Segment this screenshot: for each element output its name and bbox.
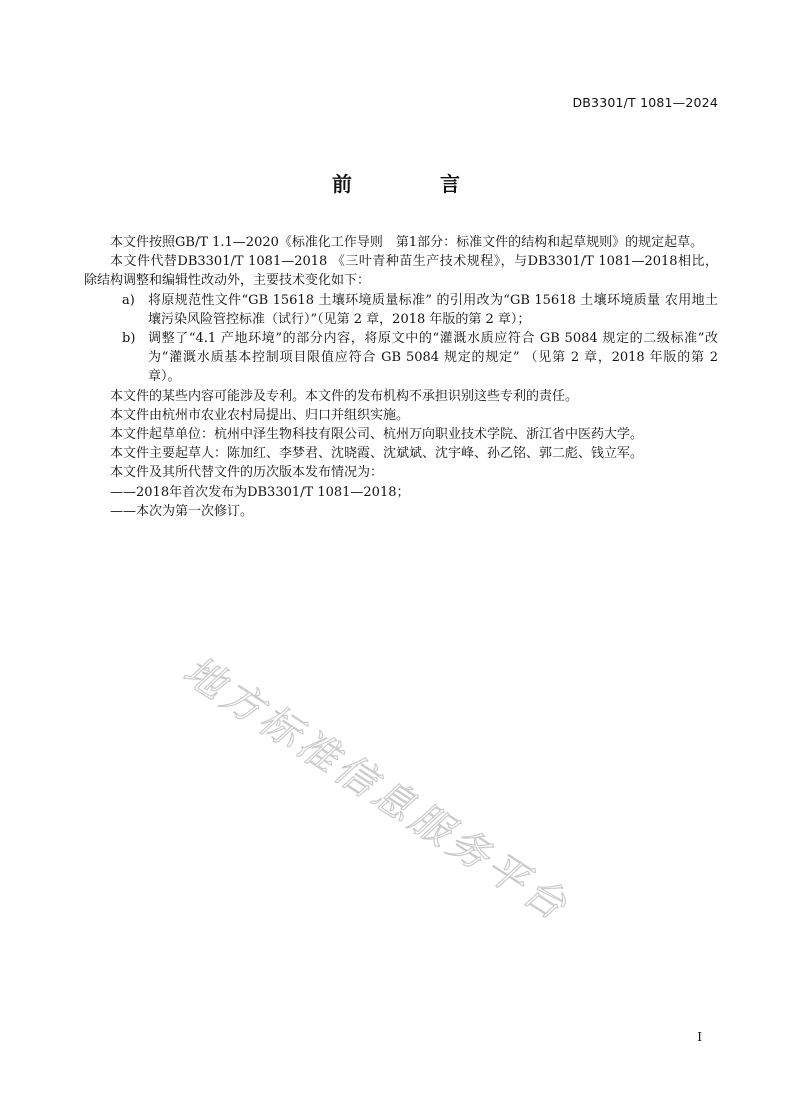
- paragraph-replacement: 本文件代替DB3301/T 1081—2018 《三叶青种苗生产技术规程》，与DB3301/T 1081—2018相比，除结构调整和编辑性改动外，主要技术变化如下：: [84, 254, 718, 289]
- foreword-body: [84, 233, 718, 521]
- change-text: 将原规范性文件“GB 15618 土壤环境质量标准” 的引用改为“GB 15618 土壤环境质量 农用地土壤污染风险管控标准（试行）”（见第 2 章，2018 年版的第 2 章）；: [148, 292, 718, 327]
- page-number: I: [697, 1030, 702, 1044]
- change-item: [84, 291, 718, 329]
- watermark: 地方标准信息服务平台: [175, 647, 578, 932]
- paragraph-drafting-units: 本文件起草单位：杭州中泽生物科技有限公司、杭州万向职业技术学院、浙江省中医药大学。: [110, 427, 644, 443]
- paragraph-drafters: 本文件主要起草人：陈加红、李梦君、沈晓霞、沈斌斌、沈宇峰、孙乙铭、郭二彪、钱立军。: [110, 446, 644, 462]
- paragraph-drafting-basis: 本文件按照GB/T 1.1—2020《标准化工作导则 第1部分：标准文件的结构和起草规则》的规定起草。: [110, 235, 704, 250]
- list-marker: b): [122, 331, 136, 347]
- document-number: DB3301/T 1081—2024: [572, 95, 718, 110]
- paragraph-proposer: 本文件由杭州市农业农村局提出、归口并组织实施。: [110, 407, 410, 423]
- history-item: ——本次为第一次修订。: [110, 503, 254, 519]
- history-item: ——2018年首次发布为DB3301/T 1081—2018；: [110, 484, 410, 500]
- page-title: 前 言: [332, 172, 494, 196]
- list-marker: a): [122, 292, 135, 308]
- paragraph-history-intro: 本文件及其所代替文件的历次版本发布情况为：: [110, 465, 384, 481]
- change-item: [84, 329, 718, 387]
- change-text: 调整了“4.1 产地环境”的部分内容，将原文中的“灌溉水质应符合 GB 5084 规定的二级标准”改为“灌溉水质基本控制项目限值应符合 GB 5084 规定的规定” （见第 2 章，2018 年版的第 2 章）。: [148, 331, 718, 385]
- paragraph-patent: 本文件的某些内容可能涉及专利。本文件的发布机构不承担识别这些专利的责任。: [110, 388, 579, 404]
